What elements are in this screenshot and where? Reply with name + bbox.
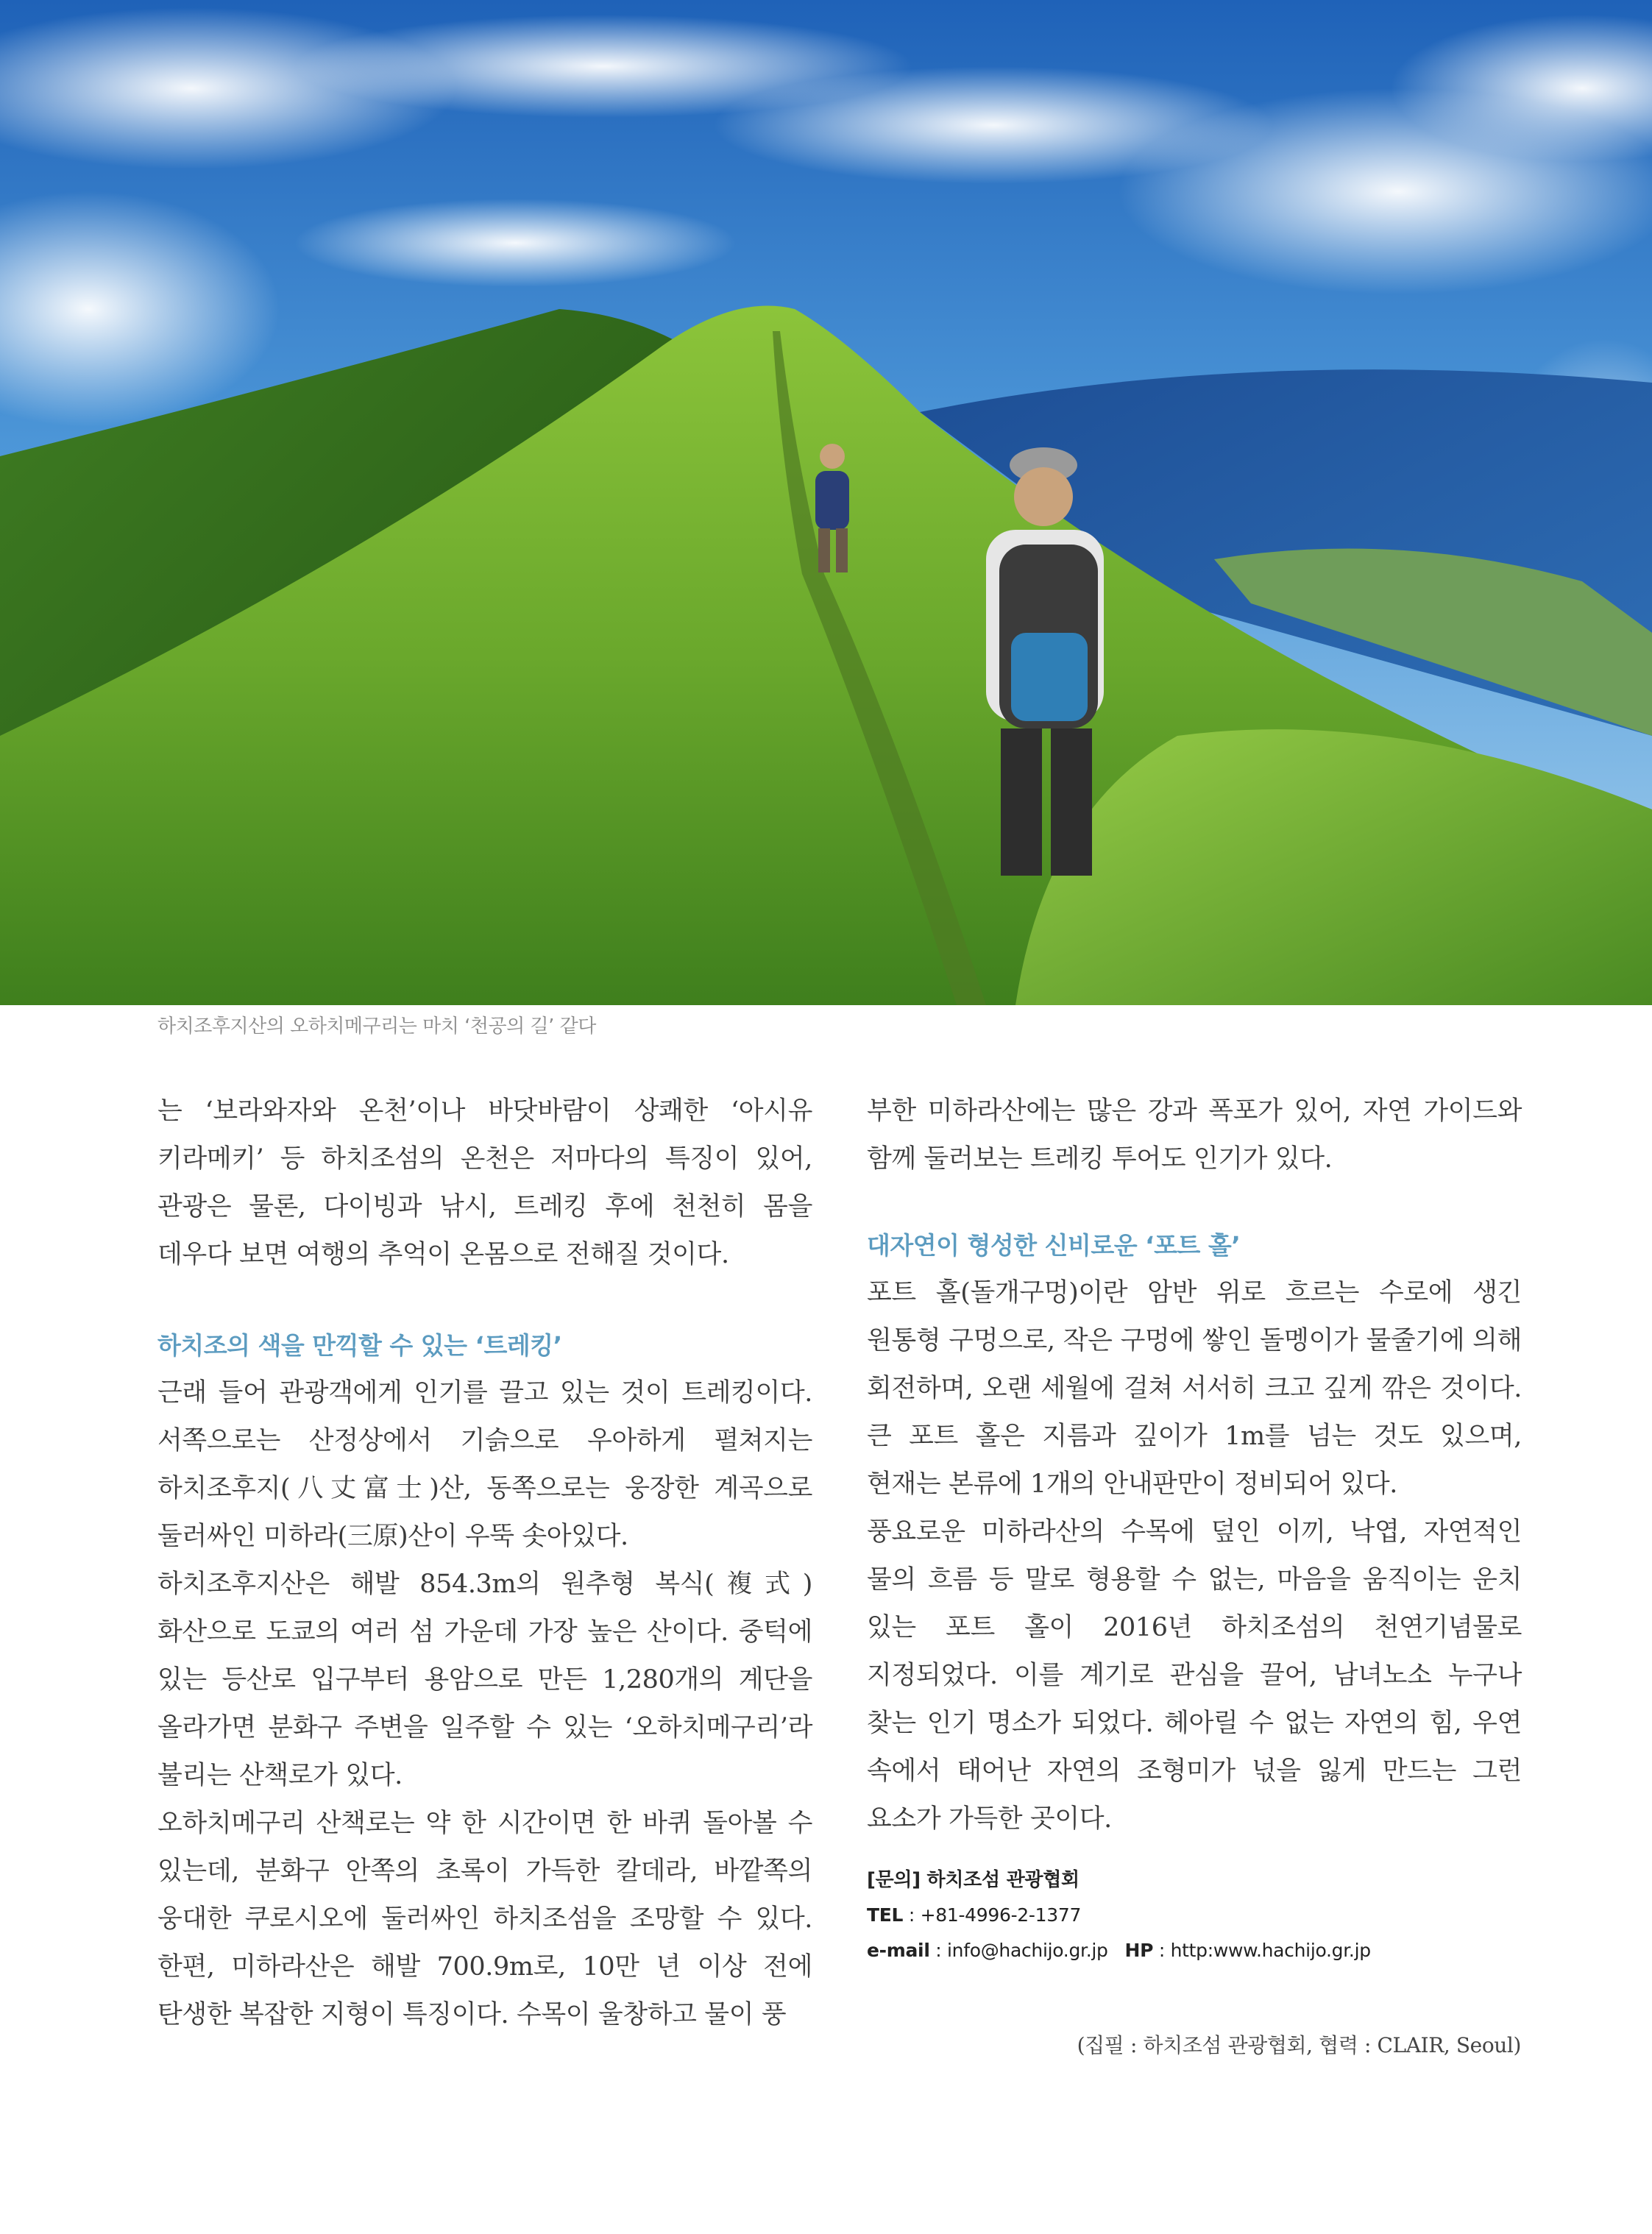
hero-photo (0, 0, 1652, 1005)
left-paragraph-1: 는 ‘보라와자와 온천’이나 바닷바람이 상쾌한 ‘아시유 키라메키’ 등 하치조섬의 온천은 저마다의 특징이 있어, 관광은 물론, 다이빙과 낚시, 트레킹 후에 천천히 몸을 데우다 보면 여행의 추억이 온몸으로 전해질 것이다. (157, 1096, 812, 1269)
section-heading-pothole: 대자연이 형성한 신비로운 ‘포트 홀’ (867, 1231, 1241, 1260)
photo-caption: 하치조후지산의 오하치메구리는 마치 ‘천공의 길’ 같다 (157, 1015, 596, 1038)
right-paragraph-3: 풍요로운 미하라산의 수목에 덮인 이끼, 낙엽, 자연적인 물의 흐름 등 말로 형용할 수 없는, 마음을 움직이는 운치 있는 포트 홀이 2016년 하치조섬의 천연기념물로 지정되었다. 이를 계기로 관심을 끌어, 남녀노소 누구나 찾는 인기 명소가 되었다. 헤아릴 수 없는 자연의 힘, 우연 속에서 태어난 자연의 조형미가 넋을 잃게 만드는 그런 요소가 가득한 곳이다. (867, 1517, 1522, 1834)
contact-tel (867, 1898, 1522, 1933)
left-paragraph-3: 하치조후지산은 해발 854.3m의 원추형 복식(複式) 화산으로 도쿄의 여러 섬 가운데 가장 높은 산이다. 중턱에 있는 등산로 입구부터 용암으로 만든 1,280개의 계단을 올라가면 분화구 주변을 일주할 수 있는 ‘오하치메구리’라 불리는 산책로가 있다. (157, 1570, 812, 1790)
left-column (157, 1088, 812, 2039)
right-paragraph-1: 부한 미하라산에는 많은 강과 폭포가 있어, 자연 가이드와 함께 둘러보는 트레킹 투어도 인기가 있다. (867, 1096, 1522, 1174)
left-paragraph-2: 근래 들어 관광객에게 인기를 끌고 있는 것이 트레킹이다. 서쪽으로는 산정상에서 기슭으로 우아하게 펼쳐지는 하치조후지(八丈富士)산, 동쪽으로는 웅장한 계곡으로 둘러싸인 미하라(三原)산이 우뚝 솟아있다. (157, 1378, 812, 1551)
tel-value: : +81-4996-2-1377 (903, 1904, 1082, 1926)
ridge-landscape-illustration (0, 0, 1652, 1005)
left-paragraph-4: 오하치메구리 산책로는 약 한 시간이면 한 바퀴 돌아볼 수 있는데, 분화구 안쪽의 초록이 가득한 칼데라, 바깥쪽의 웅대한 쿠로시오에 둘러싸인 하치조섬을 조망할 수 있다. 한편, 미하라산은 해발 700.9m로, 10만 년 이상 전에 탄생한 복잡한 지형이 특징이다. 수목이 울창하고 물이 풍 (157, 1809, 812, 2029)
contact-info (867, 1862, 1522, 1968)
email-label: e-mail (867, 1940, 930, 1961)
section-heading-trekking: 하치조의 색을 만끽할 수 있는 ‘트레킹’ (157, 1331, 562, 1360)
credit-line: (집필 : 하치조섬 관광협회, 협력 : CLAIR, Seoul) (1077, 2033, 1521, 2057)
right-column (867, 1088, 1522, 1968)
contact-web (867, 1933, 1522, 1968)
contact-title: [문의] 하치조섬 관광협회 (867, 1869, 1080, 1891)
tel-label: TEL (867, 1904, 904, 1926)
email-link[interactable]: : info@hachijo.gr.jp (929, 1940, 1108, 1961)
homepage-link[interactable]: : http:www.hachijo.gr.jp (1153, 1940, 1371, 1961)
hp-label: HP (1124, 1940, 1154, 1961)
right-paragraph-2: 포트 홀(돌개구멍)이란 암반 위로 흐르는 수로에 생긴 원통형 구멍으로, 작은 구멍에 쌓인 돌멩이가 물줄기에 의해 회전하며, 오랜 세월에 걸쳐 서서히 크고 깊게 깎은 것이다. 큰 포트 홀은 지름과 깊이가 1m를 넘는 것도 있으며, 현재는 본류에 1개의 안내판만이 정비되어 있다. (867, 1278, 1522, 1499)
